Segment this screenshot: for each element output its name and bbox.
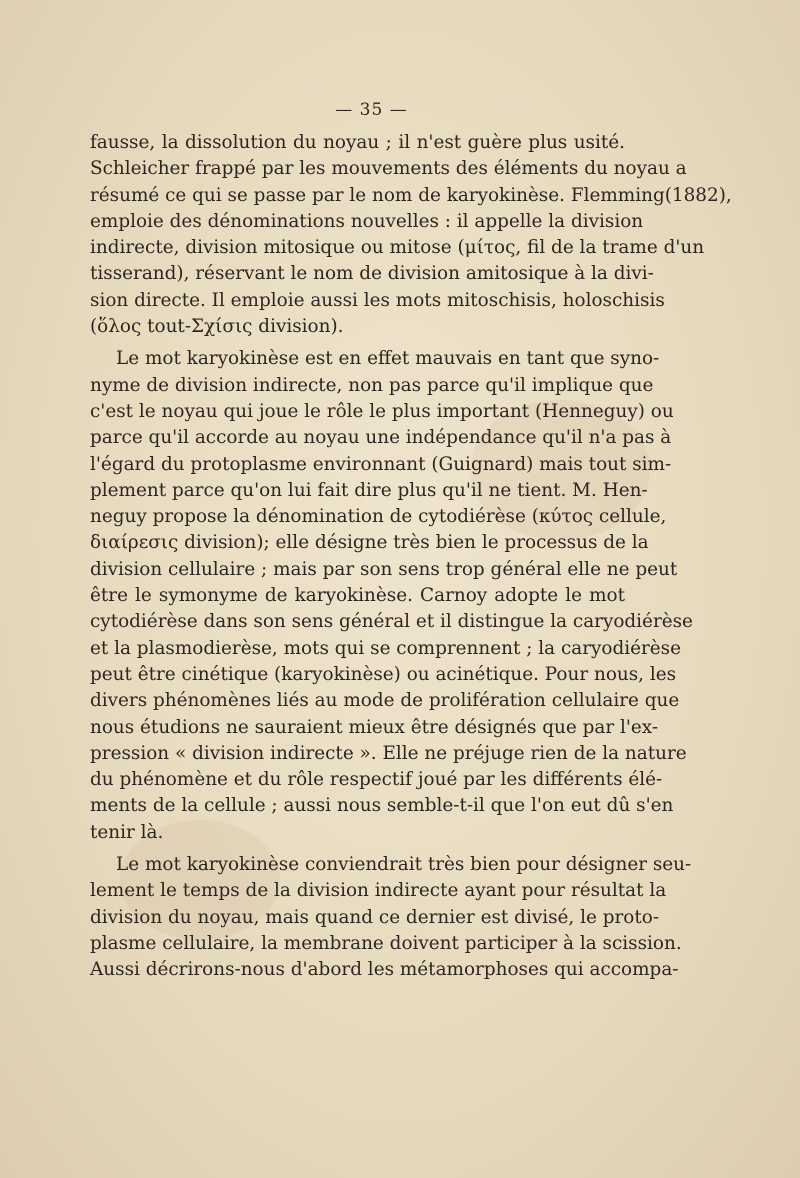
paragraph-3	[90, 852, 692, 983]
text-line: Schleicher frappé par les mouvements des éléments du noyau a	[90, 158, 687, 180]
text-line: διαίρεσις division); elle désigne très bien le processus de la	[90, 532, 649, 554]
text-line: ments de la cellule ; aussi nous semble-t-il que l'on eut dû s'en	[90, 795, 674, 817]
text-line: peut être cinétique (karyokinèse) ou acinétique. Pour nous, les	[90, 663, 677, 685]
text-line: tenir là.	[90, 821, 164, 843]
text-line: indirecte, division mitosique ou mitose (μίτος, fil de la trame d'un	[90, 237, 705, 259]
text-line: (ὅλος tout-Σχίσις division).	[90, 316, 344, 338]
text-line: Aussi décrirons-nous d'abord les métamorphoses qui accompa-	[90, 959, 679, 981]
text-line: du phénomène et du rôle respectif joué par les différents élé-	[90, 769, 663, 791]
text-line: tisserand), réservant le nom de division amitosique à la divi-	[90, 263, 654, 285]
text-line: plasme cellulaire, la membrane doivent participer à la scission.	[90, 932, 682, 954]
text-line: parce qu'il accorde au noyau une indépendance qu'il n'a pas à	[90, 427, 672, 449]
text-line: Le mot karyokinèse conviendrait très bien pour désigner seu-	[116, 854, 692, 876]
text-line: neguy propose la dénomination de cytodiérèse (κύτος cellule,	[90, 506, 667, 528]
text-line: être le symonyme de karyokinèse. Carnoy adopte le mot	[90, 585, 625, 607]
text-line: sion directe. Il emploie aussi les mots mitoschisis, holoschisis	[90, 289, 665, 311]
text-line: division cellulaire ; mais par son sens trop général elle ne peut	[90, 558, 678, 580]
text-line: nous étudions ne sauraient mieux être désignés que par l'ex-	[90, 716, 659, 738]
text-line: emploie des dénominations nouvelles : il appelle la division	[90, 210, 644, 232]
text-line: résumé ce qui se passe par le nom de karyokinèse. Flemming(1882),	[90, 184, 732, 206]
text-line: fausse, la dissolution du noyau ; il n'est guère plus usité.	[90, 132, 625, 153]
paragraph-1	[90, 130, 732, 340]
text-line: pression « division indirecte ». Elle ne préjuge rien de la nature	[90, 742, 687, 764]
paragraph-2	[90, 346, 693, 846]
text-line: cytodiérèse dans son sens général et il distingue la caryodiérèse	[90, 611, 693, 633]
text-line: lement le temps de la division indirecte ayant pour résultat la	[90, 880, 667, 902]
text-line: nyme de division indirecte, non pas parce qu'il implique que	[90, 374, 654, 396]
text-line: division du noyau, mais quand ce dernier est divisé, le proto-	[90, 906, 660, 928]
text-line: Le mot karyokinèse est en effet mauvais en tant que syno-	[116, 348, 660, 370]
text-line: l'égard du protoplasme environnant (Guignard) mais tout sim-	[90, 453, 672, 475]
page-number: — 35 —	[335, 100, 408, 120]
text-block	[90, 100, 732, 984]
text-line: plement parce qu'on lui fait dire plus qu'il ne tient. M. Hen-	[90, 479, 648, 501]
text-line: divers phénomènes liés au mode de prolifération cellulaire que	[90, 690, 680, 712]
text-line: c'est le noyau qui joue le rôle le plus important (Henneguy) ou	[90, 400, 674, 422]
text-line: et la plasmodierèse, mots qui se comprennent ; la caryodiérèse	[90, 637, 681, 659]
